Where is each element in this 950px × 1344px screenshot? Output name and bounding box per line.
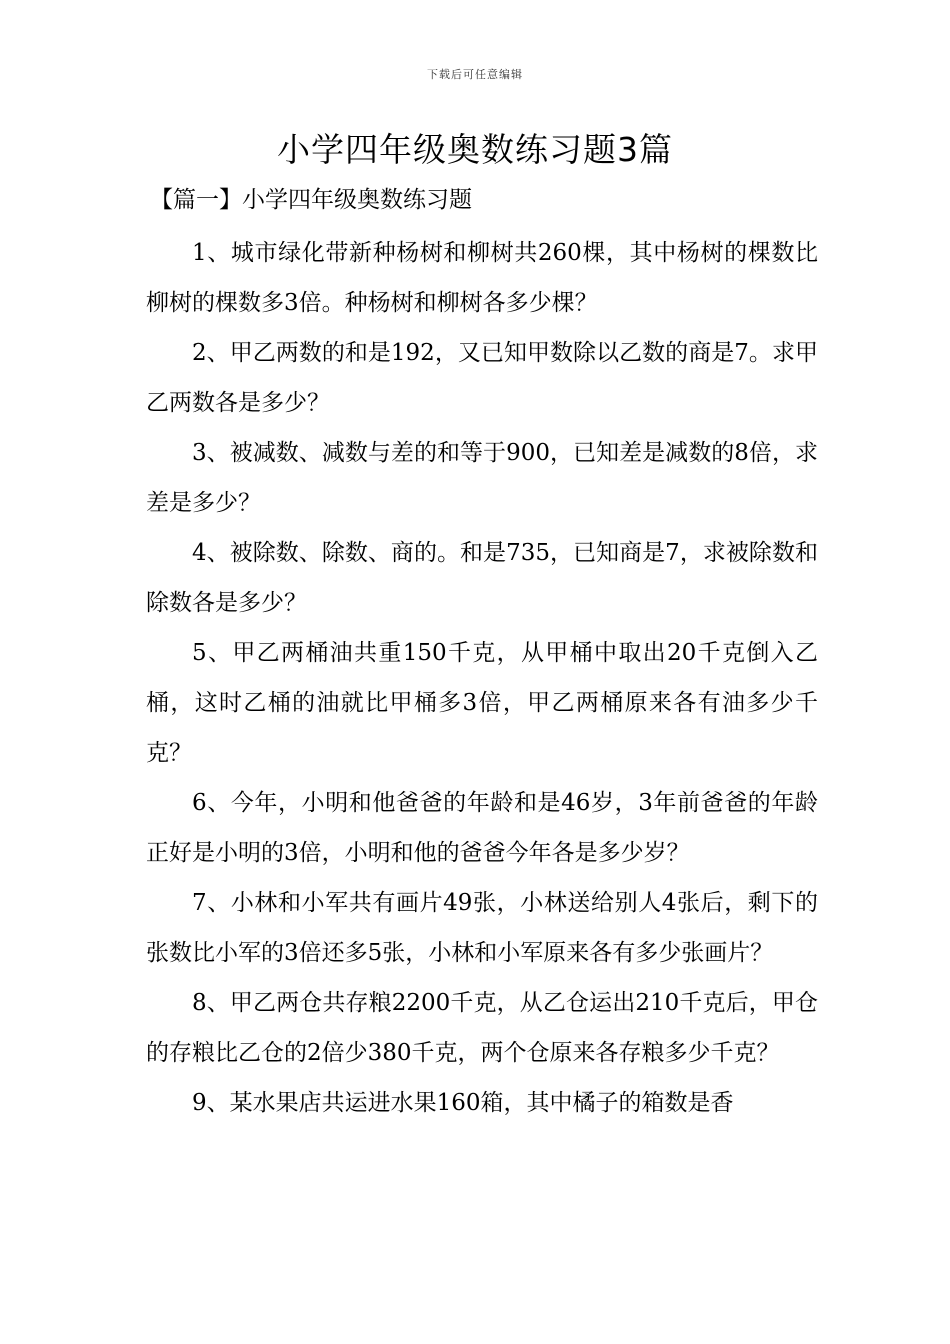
question-item: 2、甲乙两数的和是192，又已知甲数除以乙数的商是7。求甲乙两数各是多少？ — [146, 340, 818, 416]
question-item: 4、被除数、除数、商的。和是735，已知商是7，求被除数和除数各是多少？ — [146, 540, 818, 616]
question-item: 9、某水果店共运进水果160箱，其中橘子的箱数是香 — [192, 1090, 734, 1116]
question-item: 7、小林和小军共有画片49张，小林送给别人4张后，剩下的张数比小军的3倍还多5张，小林和小军原来各有多少张画片？ — [146, 890, 818, 966]
question-list — [146, 228, 818, 1128]
question-item: 6、今年，小明和他爸爸的年龄和是46岁，3年前爸爸的年龄正好是小明的3倍，小明和他的爸爸今年各是多少岁？ — [146, 790, 818, 866]
document-title: 小学四年级奥数练习题3篇 — [277, 130, 673, 169]
section-heading: 【篇一】小学四年级奥数练习题 — [150, 187, 472, 213]
header-note: 下载后可任意编辑 — [427, 68, 523, 81]
question-item: 3、被减数、减数与差的和等于900，已知差是减数的8倍，求差是多少？ — [146, 440, 818, 516]
question-item: 8、甲乙两仓共存粮2200千克，从乙仓运出210千克后，甲仓的存粮比乙仓的2倍少380千克，两个仓原来各存粮多少千克？ — [146, 990, 818, 1066]
question-item: 1、城市绿化带新种杨树和柳树共260棵，其中杨树的棵数比柳树的棵数多3倍。种杨树和柳树各多少棵？ — [146, 240, 818, 316]
question-item: 5、甲乙两桶油共重150千克，从甲桶中取出20千克倒入乙桶，这时乙桶的油就比甲桶多3倍，甲乙两桶原来各有油多少千克？ — [146, 640, 818, 766]
